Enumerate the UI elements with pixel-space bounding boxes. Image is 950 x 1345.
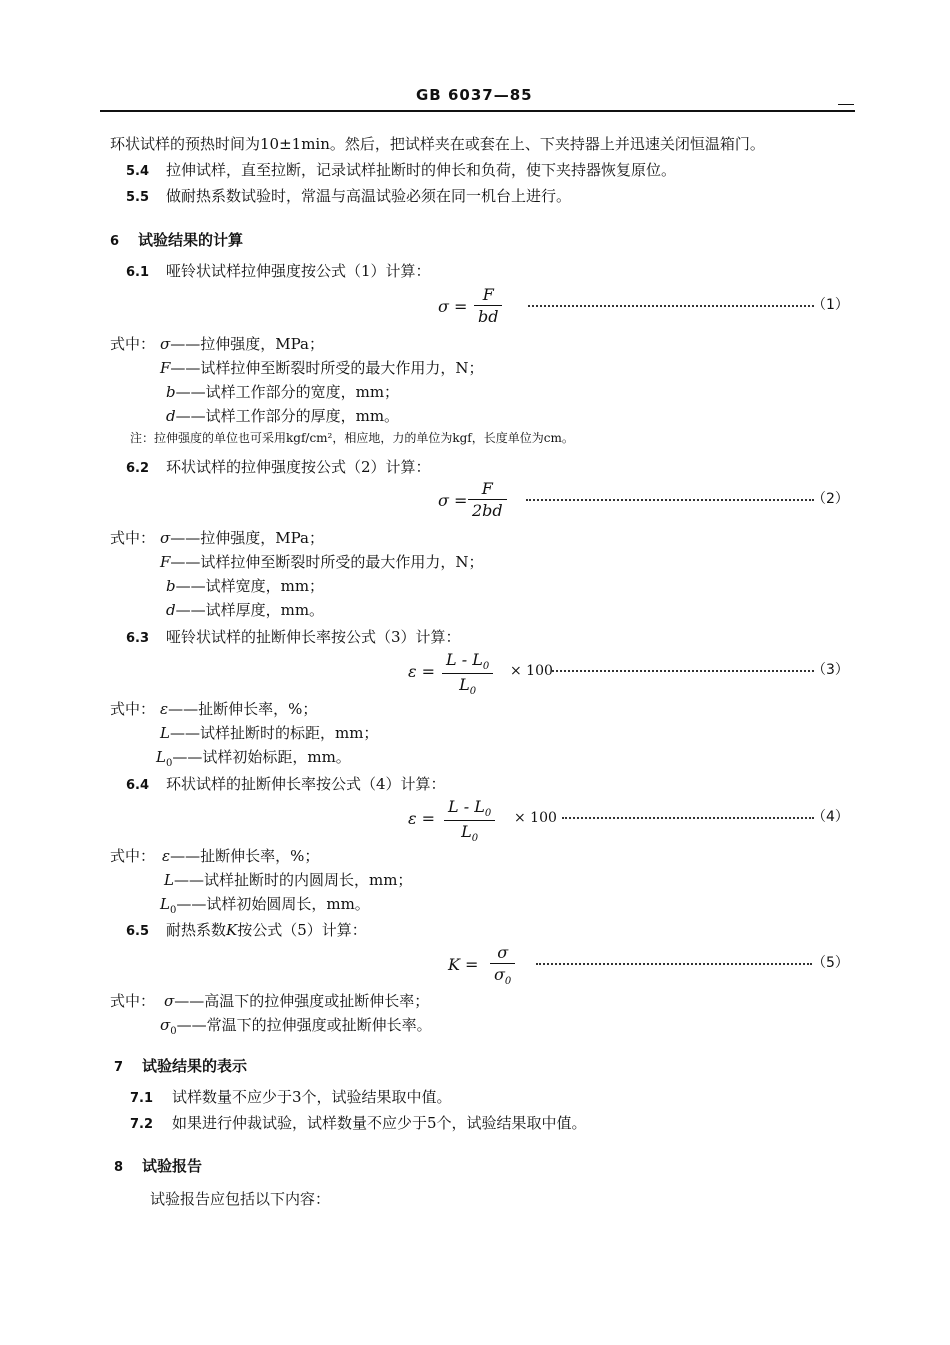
section-title: 试验结果的表示 [142,1057,248,1075]
eq1-denominator: bd [478,307,499,326]
where4-item: L——试样扯断时的内圆周长，mm； [164,871,413,889]
clause-number: 6.2 [126,461,150,476]
where3-lead: 式中： [110,700,156,718]
eq4-multiplier: × 100 [514,810,557,826]
eq4-fraction [444,797,495,844]
clause-7-1 [130,1086,452,1107]
clause-5-4 [126,159,676,180]
standard-number: GB 6037—85 [416,86,533,104]
eq3-number: （3） [812,662,849,678]
where1-item: F——试样拉伸至断裂时所受的最大作用力，N； [160,359,484,377]
clause-7-2 [130,1112,587,1133]
clause-6-5 [126,919,367,940]
where3-item: ε——扯断伸长率，%； [160,700,318,718]
clause-5-3-continuation: 环状试样的预热时间为10±1min。然后，把试样夹在或套在上、下夹持器上并迅速关闭恒温箱门。 [110,135,765,153]
where5-item: $\sigma_0——$常温下的拉伸强度或扯断伸长率。 [160,1016,432,1037]
note-tensile-units: 注：拉伸强度的单位也可采用kgf/cm²，相应地，力的单位为kgf，长度单位为cm。 [130,431,574,445]
eq4-number: （4） [812,809,849,825]
eq5-fraction [490,943,515,987]
section-8-heading [114,1155,202,1176]
section-8-intro: 试验报告应包括以下内容： [150,1190,331,1208]
eq4-lhs: ε = [408,809,436,828]
section-6-heading [110,229,243,250]
eq3-lhs: ε = [408,662,436,681]
where1-lead: 式中： [110,335,156,353]
header-rule [100,110,855,112]
eq1-fraction [474,285,502,326]
eq2-lhs: σ = [438,491,468,510]
where2-item: d——试样厚度，mm。 [166,601,325,619]
where4-lead: 式中： [110,847,156,865]
where2-item: b——试样宽度，mm； [166,577,325,595]
eq5-lhs: K = [448,955,479,974]
section-7-heading [114,1055,247,1076]
clause-text: 试样数量不应少于3个，试验结果取中值。 [172,1088,452,1106]
section-title: 试验报告 [142,1157,203,1175]
where2-item: σ——拉伸强度，MPa； [160,529,324,547]
eq4-denominator: $L_0$ [461,822,479,845]
eq2-fraction [468,479,507,520]
eq3-numerator: L - $L_0$ [442,650,493,674]
clause-number: 6.3 [126,631,150,646]
eq3-fraction [442,650,493,697]
clause-text: 按公式（5）计算： [237,921,367,939]
eq4-numerator: L - $L_0$ [444,797,495,821]
where1-item: σ——拉伸强度，MPa； [160,335,324,353]
where4-item: ε——扯断伸长率，%； [162,847,320,865]
clause-number: 5.4 [126,164,150,179]
clause-number: 7.2 [130,1117,154,1132]
where5-lead: 式中： [110,992,156,1010]
clause-text: 环状试样的拉伸强度按公式（2）计算： [166,458,431,476]
clause-6-1 [126,260,431,281]
eq1-numerator: F [474,285,502,306]
eq3-leader-dots [552,669,814,672]
eq5-denominator: $\sigma_0$ [494,965,512,988]
section-number: 6 [110,234,120,249]
eq2-numerator: F [468,479,507,500]
where3-item: L——试样扯断时的标距，mm； [160,724,379,742]
clause-number: 5.5 [126,190,150,205]
eq2-leader-dots [526,498,814,501]
clause-number: 6.1 [126,265,150,280]
clause-text: 拉伸试样，直至拉断，记录试样扯断时的伸长和负荷，使下夹持器恢复原位。 [166,161,677,179]
section-number: 7 [114,1060,124,1075]
eq2-denominator: 2bd [472,501,503,520]
eq1-lhs: σ = [438,297,468,316]
clause-number: 6.5 [126,924,150,939]
eq1-number: （1） [812,297,849,313]
clause-6-2 [126,456,431,477]
eq5-leader-dots [536,962,812,965]
eq5-number: （5） [812,955,849,971]
clause-6-4 [126,773,446,794]
eq5-numerator: σ [490,943,515,964]
clause-text: 做耐热系数试验时，常温与高温试验必须在同一机台上进行。 [166,187,572,205]
eq2-number: （2） [812,491,849,507]
clause-5-5 [126,185,571,206]
section-number: 8 [114,1160,124,1175]
clause-text: 如果进行仲裁试验，试样数量不应少于5个，试验结果取中值。 [172,1114,587,1132]
clause-text: 哑铃状试样的扯断伸长率按公式（3）计算： [166,628,461,646]
eq3-denominator: $L_0$ [459,675,477,698]
eq3-multiplier: × 100 [510,663,553,679]
clause-text: 耐热系数 [166,921,227,939]
eq1-leader-dots [528,304,814,307]
clause-number: 6.4 [126,778,150,793]
clause-symbol: K [226,921,238,939]
eq4-leader-dots [562,816,814,819]
header-tick [838,104,854,105]
clause-number: 7.1 [130,1091,154,1106]
clause-6-3 [126,626,461,647]
where5-item: σ——高温下的拉伸强度或扯断伸长率； [164,992,430,1010]
section-title: 试验结果的计算 [138,231,244,249]
where1-item: b——试样工作部分的宽度，mm； [166,383,400,401]
where2-item: F——试样拉伸至断裂时所受的最大作用力，N； [160,553,484,571]
where2-lead: 式中： [110,529,156,547]
clause-text: 环状试样的扯断伸长率按公式（4）计算： [166,775,446,793]
clause-text: 哑铃状试样拉伸强度按公式（1）计算： [166,262,431,280]
where3-item: $L_0——$试样初始标距，mm。 [156,748,351,769]
where4-item: $L_0——$试样初始圆周长，mm。 [160,895,370,916]
where1-item: d——试样工作部分的厚度，mm。 [166,407,400,425]
